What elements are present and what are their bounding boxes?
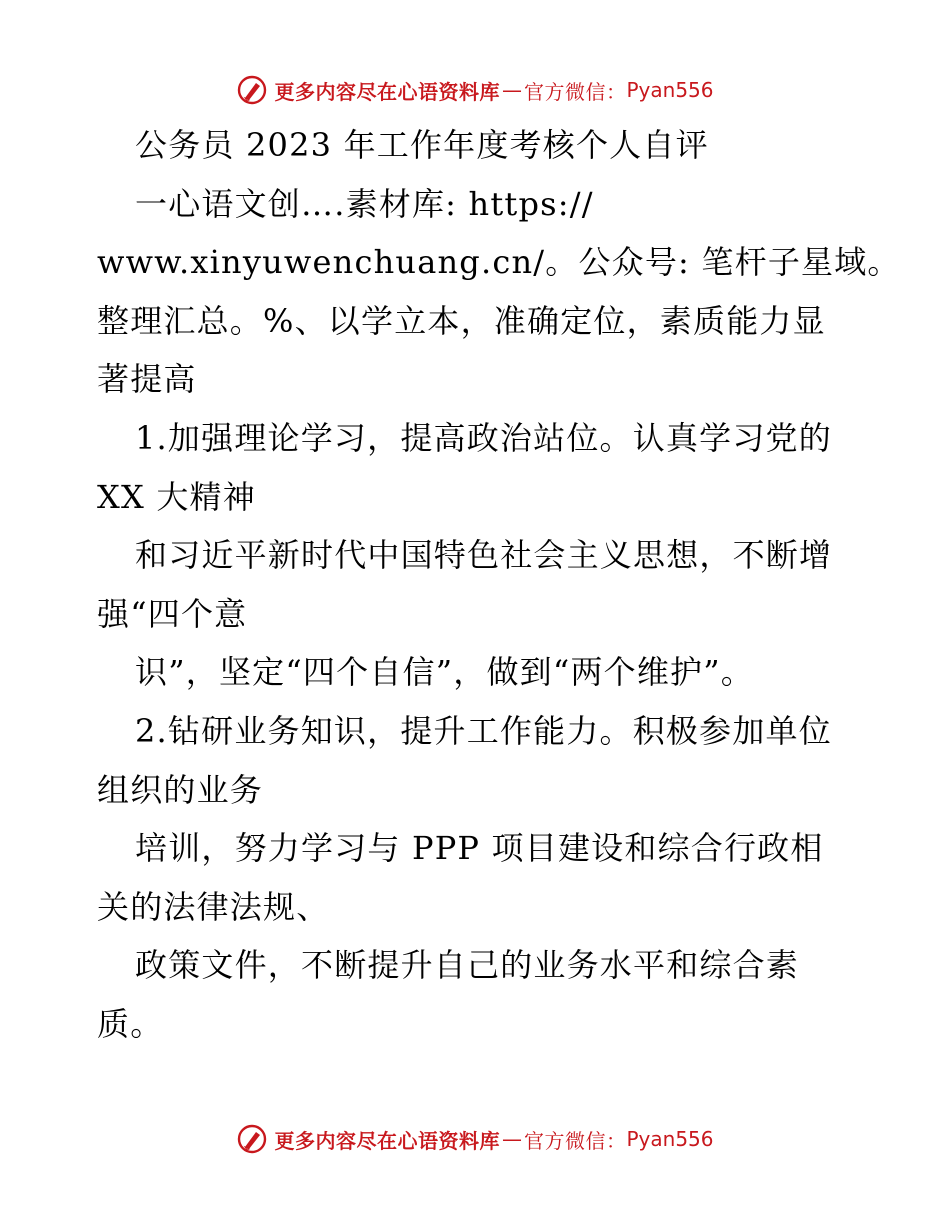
body-line: www.xinyuwenchuang.cn/。公众号: 笔杆子星域。 [97, 243, 901, 282]
body-line: 一心语文创….素材库: https:// [135, 184, 594, 223]
watermark-wechat-id: Pyan556 [626, 78, 714, 102]
pen-logo-icon [236, 74, 268, 106]
body-line: 整理汇总。%、以学立本，准确定位，素质能力显 [97, 301, 826, 340]
watermark-wechat-label: 官方微信： [523, 79, 627, 104]
body-line: 强“四个意 [97, 594, 248, 633]
watermark-wechat-id: Pyan556 [626, 1127, 714, 1151]
body-line: 关的法律法规、 [97, 887, 330, 926]
watermark-site-text: 更多内容尽在心语资料库 [274, 1128, 500, 1153]
watermark-wechat-label: 官方微信： [523, 1128, 627, 1153]
body-line: 质。 [97, 1004, 164, 1043]
body-line: 培训，努力学习与 PPP 项目建设和综合行政相 [135, 829, 824, 868]
body-line: 1.加强理论学习，提高政治站位。认真学习党的 [135, 418, 832, 457]
footer-watermark [0, 1119, 950, 1159]
body-line: 识”，坚定“四个自信”，做到“两个维护”。 [135, 653, 754, 692]
document-body [97, 116, 901, 1054]
body-line: XX 大精神 [97, 477, 256, 516]
body-line: 政策文件，不断提升自己的业务水平和综合素 [135, 946, 800, 985]
watermark-site-text: 更多内容尽在心语资料库 [274, 79, 500, 104]
body-line: 2.钻研业务知识，提升工作能力。积极参加单位 [135, 711, 832, 750]
watermark-separator: — [501, 78, 522, 102]
watermark-separator: — [501, 1127, 522, 1151]
body-line: 和习近平新时代中国特色社会主义思想，不断增 [135, 536, 833, 575]
header-watermark [0, 70, 950, 110]
document-title: 公务员 2023 年工作年度考核个人自评 [135, 126, 709, 164]
body-line: 组织的业务 [97, 770, 264, 809]
body-line: 著提高 [97, 360, 197, 399]
pen-logo-icon [236, 1123, 268, 1155]
